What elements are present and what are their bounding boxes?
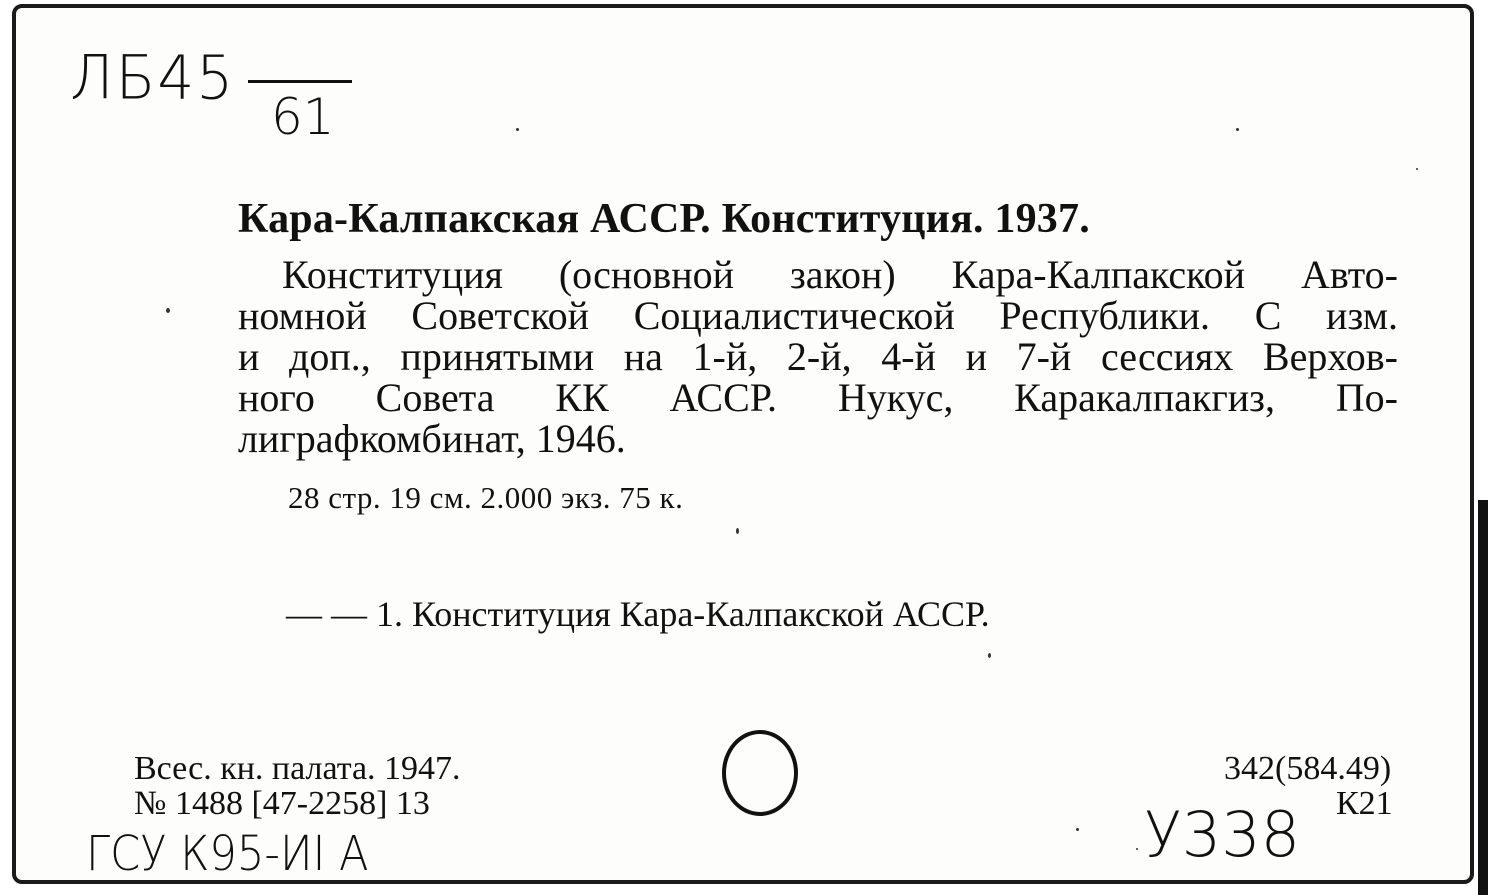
classification-index: 342(584.49) <box>1224 750 1392 787</box>
handwritten-shelfmark-denominator: 61 <box>271 88 335 146</box>
handwritten-inventory-note: ГСУ К95-ИI А <box>86 826 369 882</box>
subject-entry: — — 1. Конституция Кара-Калпакской АССР. <box>286 594 990 634</box>
scan-speck <box>1416 168 1418 170</box>
book-chamber-note: Всес. кн. палата. 1947. <box>134 750 461 787</box>
scan-speck <box>736 528 739 534</box>
description-line: ного Совета КК АССР. Нукус, Каракалпакгиз, По- <box>238 375 1398 420</box>
catalog-card <box>12 4 1474 884</box>
punch-hole <box>722 730 798 816</box>
handwritten-shelfmark: ЛБ45 <box>70 42 236 114</box>
entry-heading: Кара-Калпакская АССР. Конституция. 1937. <box>238 196 1090 242</box>
description-line: Конституция (основной закон) Кара-Калпакской Авто- <box>282 252 1398 297</box>
description-line: номной Советской Социалистической Республики. С изм. <box>238 293 1398 338</box>
scan-speck <box>1236 128 1239 131</box>
scan-edge <box>1478 500 1488 895</box>
collation-line: 28 стр. 19 см. 2.000 экз. 75 к. <box>288 480 684 515</box>
scan-speck <box>516 128 519 131</box>
author-mark: К21 <box>1336 785 1393 822</box>
card-number: № 1488 [47-2258] 13 <box>134 785 430 822</box>
scan-speck <box>1136 848 1138 850</box>
entry-description <box>238 254 1398 459</box>
handwritten-inventory-number: У338 <box>1144 798 1301 871</box>
shelfmark-fraction-line <box>248 80 352 83</box>
description-line: лиграфкомбинат, 1946. <box>238 416 626 461</box>
description-line: и доп., принятыми на 1-й, 2-й, 4-й и 7-й сессиях Верхов- <box>238 334 1398 379</box>
scan-speck <box>988 653 991 658</box>
scan-speck <box>1076 828 1079 831</box>
scan-speck <box>166 308 170 313</box>
